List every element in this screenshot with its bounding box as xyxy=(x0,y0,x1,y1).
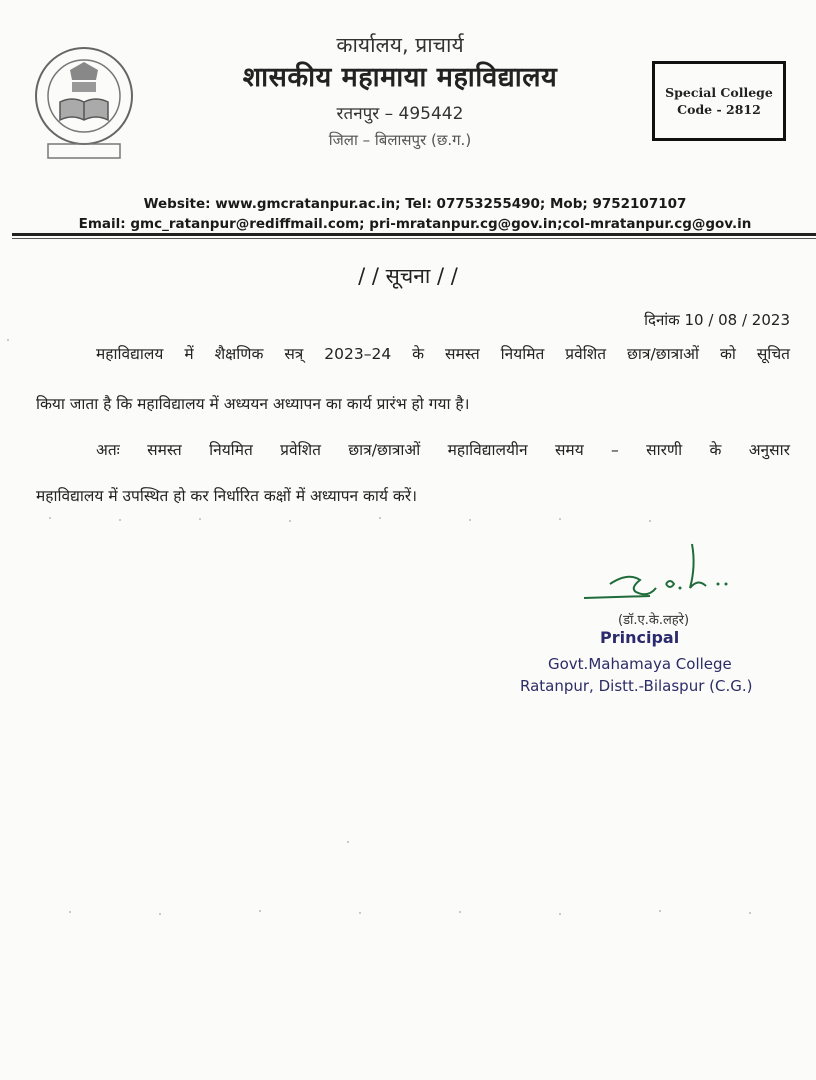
code-box-line1: Special College xyxy=(665,85,773,100)
office-title: कार्यालय, प्राचार्य xyxy=(336,33,464,57)
para1-line2: किया जाता है कि महाविद्यालय में अध्ययन अध्यापन का कार्य प्रारंभ हो गया है। xyxy=(36,395,470,413)
website-line: Website: www.gmcratanpur.ac.in; Tel: 07753255490; Mob; 9752107107 xyxy=(143,196,687,212)
signatory-name: (डॉ.ए.के.लहरे) xyxy=(618,613,690,628)
city-pin: रतनपुर – 495442 xyxy=(336,104,464,124)
notice-title: / / सूचना / / xyxy=(358,264,458,288)
stamp-college: Govt.Mahamaya College xyxy=(548,655,732,673)
notice-date: दिनांक 10 / 08 / 2023 xyxy=(644,311,790,329)
district: जिला – बिलासपुर (छ.ग.) xyxy=(328,131,472,149)
para2-line1: अतः समस्त नियमित प्रवेशित छात्र/छात्राओं महाविद्यालयीन समय – सारणी के अनुसार xyxy=(96,441,790,459)
code-box-line2: Code - 2812 xyxy=(677,102,761,117)
para2-line2: महाविद्यालय में उपस्थित हो कर निर्धारित कक्षों में अध्यापन कार्य करें। xyxy=(36,487,417,505)
college-name: शासकीय महामाया महाविद्यालय xyxy=(242,62,558,93)
para1-line1: महाविद्यालय में शैक्षणिक सत्र् 2023–24 के समस्त नियमित प्रवेशित छात्र/छात्राओं को सूचित xyxy=(96,345,790,363)
email-line: Email: gmc_ratanpur@rediffmail.com; pri-mratanpur.cg@gov.in;col-mratanpur.cg@gov.in xyxy=(78,216,752,232)
stamp-title: Principal xyxy=(600,628,680,647)
stamp-address: Ratanpur, Distt.-Bilaspur (C.G.) xyxy=(520,677,753,695)
